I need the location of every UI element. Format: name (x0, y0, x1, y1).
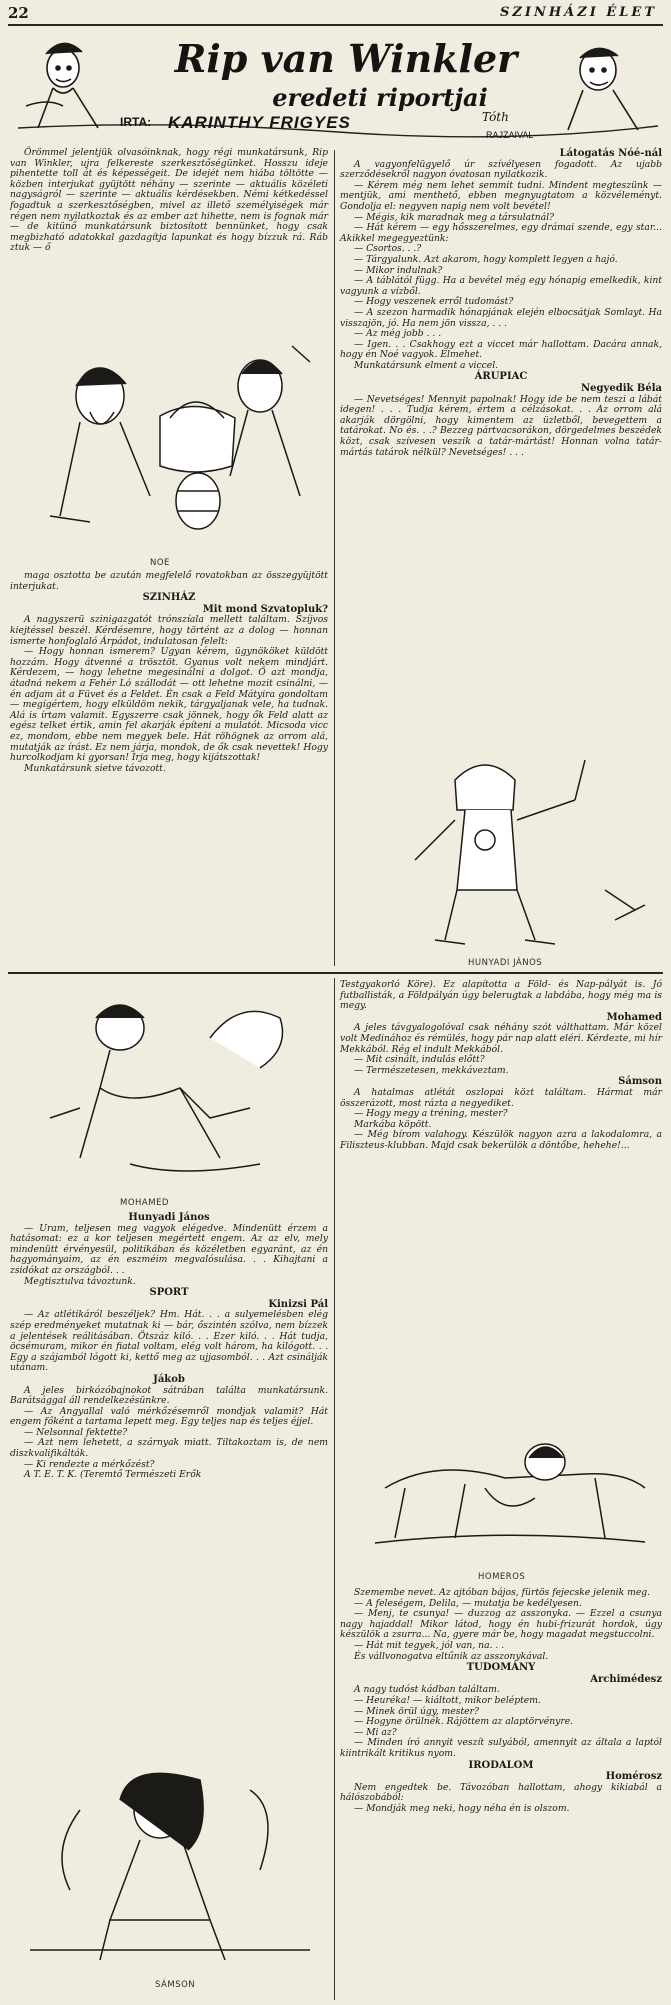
szvatopluk-paragraph: A nagyszerü szinigazgatót trónszíala mellett találtam. Szíjvos kiejtéssel beszél. Kérdésemre, hogy történt az a dolog — honnan ismerte honfoglaló Árpádot, indulatosan felelt: (10, 614, 328, 647)
column-divider (334, 150, 335, 966)
column4-bottom (340, 1588, 662, 1814)
samson-paragraph: — Hogy megy a tréning, mester? (354, 1108, 508, 1120)
delila-paragraph: — Hát mit tegyek, jól van, na. . . (354, 1639, 505, 1651)
szvatopluk-heading: Mit mond Szvatopluk? (202, 603, 328, 615)
hunyadi-heading: Hunyadi János (128, 1212, 210, 1223)
bela-paragraph: — Nevetséges! Mennyit papolnak! Hogy ide be nem teszi a lábát idegen! . . . Tudja kérem, értem a célzásokat. . . Az orrom alá akarják dörgölni, hogy kimentem az üzletből, bevegettem a tatárokat. No és. . .? Bezzeg pártvacsorákon, dörgedelmes beszédek közt, csak szívesen veszik a tatár-mártást! Honnan volna tatár-mártás tatárok nélkül? Nevetséges! . . . (340, 393, 662, 458)
samson-illustration (10, 1750, 328, 1975)
banner-title-line2: eredeti riportjai (272, 83, 488, 112)
hunyadi-caption: HUNYADI JÁNOS (468, 958, 543, 968)
szinhaz-section (10, 571, 328, 774)
caricature-right-icon (568, 48, 638, 130)
mohamed-illustration (10, 978, 328, 1194)
hunyadi-paragraph: Megtisztulva távoztunk. (24, 1275, 136, 1287)
kinizsi-heading: Kinizsi Pál (268, 1298, 328, 1310)
illustrator-label: RAJZAIVAL (486, 130, 534, 140)
samson-caption: SÁMSON (155, 1980, 196, 1990)
noe-paragraph: — Igen. . . Csakhogy ezt a viccet már hallottam. Dacára annak, hogy én Noé vagyok. Elmehet. (340, 338, 662, 361)
szvatopluk-paragraph: Munkatársunk sietve távozott. (24, 762, 166, 774)
mohamed-paragraph: — Természetesen, mekkáveztam. (354, 1064, 509, 1076)
irodalom-heading: IRODALOM (468, 1759, 534, 1771)
noe-paragraph: — Tárgyalunk. Azt akarom, hogy komplett legyen a hajó. (354, 253, 618, 265)
jakob-paragraph: — Nelsonnal fektette? (24, 1426, 128, 1438)
jakob-paragraph: A jeles birkózóbajnokot sátrában találta munkatársunk. Barátsággal áll rendelkezésünkre. (10, 1384, 328, 1407)
title-banner (8, 28, 663, 146)
homerosz-heading: Homérosz (605, 1771, 662, 1783)
szinhaz-heading: SZINHÁZ (142, 592, 196, 604)
noe-paragraph: — Hát kérem — egy hősszerelmes, egy drámai szende, egy star... Akikkel megegyeztünk: (340, 222, 662, 244)
hunyadi-paragraph: — Uram, teljesen meg vagyok elégedve. Mindenütt érzem a hatásomat: ez a kor teljesen megértett engem. Az az elv, mely mindenütt érvényesül, politikában és közéletben egyaránt, az én hagyományaim, az én eszméim megvalósulása. . . Kihajtani a zsidókat az országból. . . (10, 1222, 328, 1276)
mohamed-paragraph: — Mit csinált, indulás előtt? (354, 1054, 485, 1066)
archimedesz-paragraph: — Mi az? (354, 1726, 397, 1738)
byline-label: IRTA: (120, 115, 152, 129)
noe-paragraph: — Hogy veszenek erről tudomást? (354, 296, 514, 308)
jakob-heading: Jákob (153, 1373, 185, 1385)
jakob-continuation: Testgyakorló Köre). Ez alapította a Föld- és Nap-pályát is. Jó futballisták, a Földpályán úgy belerugtak a labdába, hogy még ma is megy. (340, 979, 662, 1012)
mohamed-caption: MOHAMED (120, 1198, 169, 1208)
hunyadi-illustration (345, 740, 660, 952)
archimedesz-paragraph: — Minek örül úgy, mester? (354, 1705, 479, 1717)
author-name: KARINTHY FRIGYES (168, 113, 351, 132)
noe-caption: NOE (150, 558, 170, 568)
noe-paragraph: — Kérem még nem lehet semmit tudni. Mindent megteszünk — mentjük, ami menthető, ebben megnyugtatom a közvéleményt. Gondolja el: negyven napig nem volt bevétel! (340, 179, 662, 212)
archimedesz-paragraph: — Heuréka! — kiáltott, mikor beléptem. (354, 1694, 541, 1706)
samson-paragraph: Markába köpött. (354, 1118, 432, 1130)
jakob-paragraph: — Azt nem lehetett, a szárnyak miatt. Tiltakoztam is, de nem diszkvalifikálták. (10, 1437, 328, 1460)
caricature-left-icon (26, 43, 98, 128)
noe-paragraph: — A szezon harmadik hónapjának elején elbocsátjak Somlayt. Ha visszajön, jó. Ha nem jön vissza, . . . (340, 306, 662, 329)
noe-section (340, 148, 662, 458)
noe-paragraph: A vagyonfelügyelő úr szívélyesen fogadott. Az ujabb szerződésekről nagyon óvatosan nyilatkozik. (340, 158, 662, 181)
noe-paragraph: — Mégis, kik maradnak meg a társulatnál? (354, 211, 555, 223)
archimedesz-paragraph: A nagy tudóst kádban találtam. (354, 1684, 500, 1696)
bela-heading: Negyedik Béla (581, 383, 662, 395)
intro-paragraph: Örömmel jelentjük olvasóinknak, hogy régi munkatársunk, Rip van Winkler, ujra felkereste szerkesztőségünket. Hosszu ideje pihentette toll át és képességeit. De idejét nem hiába töltötte — közben interjukat gyüjtött néhány — szerinte — aktuális közéleti nagyságról — szerinte — aktuális kérdésekben. Némi kétkedéssel fogadtuk a szerkesztőségben, mivel az illető személyiségek már régen nem nyilatkoztak és az ember azt hihette, nem is fognak már — de kitünő munkatársunk biztosított bennünket, hogy csak megbizható adatokkal gazdagítja lapunkat és hogy bízzuk rá. Ráb ztuk — ő (10, 147, 328, 254)
column4-top (340, 980, 662, 1152)
delila-paragraph: Szemembe nevet. Az ajtóban bájos, fürtös fejecske jelenik meg. (354, 1587, 651, 1598)
homeros-illustration (345, 1418, 660, 1568)
noe-heading: Látogatás Nóé-nál (559, 148, 662, 159)
noe-paragraph: Munkatársunk elment a viccel. (354, 359, 499, 371)
archimedesz-paragraph: — Minden író annyit veszít sulyából, amennyit az általa a laptól kiintrikált kritikus nyom. (340, 1737, 662, 1759)
noe-paragraph: — Az még jobb . . . (354, 328, 442, 340)
noe-illustration (10, 326, 328, 554)
noe-paragraph: — Csortos. . .? (354, 243, 422, 255)
delila-paragraph: És vállvonogatva eltűnik az asszonykával. (354, 1650, 549, 1662)
delila-paragraph: — A feleségem, Delila, — mutatja be kedélyesen. (354, 1597, 582, 1609)
page-number: 22 (8, 4, 29, 22)
jakob-paragraph: A T. E. T. K. (Teremtő Természeti Erők (24, 1469, 202, 1481)
noe-paragraph: — A táblától függ. Ha a bevétel még egy hónapig emelkedik, kint vagyunk a vízből. (340, 275, 662, 297)
sport-heading: SPORT (149, 1287, 189, 1299)
mohamed-heading: Mohamed (606, 1011, 662, 1023)
hunyadi-section (10, 1212, 328, 1481)
samson-paragraph: — Még bírom valahogy. Készülök nagyon azra a lakodalomra, a Filiszteus-klubban. Majd csak bekerülök a döntőbe, hehehe!... (340, 1129, 662, 1151)
samson-paragraph: A hatalmas atlétát oszlopai közt találtam. Hármat már összerázott, most rázta a negyediket. (340, 1086, 662, 1109)
illustrator-signature: Tóth (482, 110, 509, 124)
section-divider (8, 972, 663, 974)
szvatopluk-paragraph: — Hogy honnan ismerem? Ugyan kérem, ügynököket küldött hozzám. Hogy átvenné a trösztöt. Gyanus volt nekem mindjárt. Kérdezem, — hogy lehetne megesinálni a dolgot. Ő azt mondja, átadná nekem a Fehér Ló szállodát — ott lehetne mozit csinálni, — én adjam át a Füvet és a Feldet. Én csak a Feld Mátyira gondoltam — megígértem, hogy elküldöm nekik, tárgyaljanak vele, ha tudnak. Alá is írtam valamit. Egyszerre csak jönnek, hogy ők Feld alatt az egész telket értik, amin fel akarják építeni a mulatót. Micsoda vicc ez, mondom, ebbe nem megyek bele. Hát röhögnek az orrom alá, mutatják az írást. Ez nem járja, mondok, de ők csak nevettek! Hogy hurcolkodjam ki gyorsan! Irja meg, hogy kijátszottak! (10, 646, 328, 764)
header-rule (8, 24, 663, 26)
archimedesz-heading: Archimédesz (590, 1673, 662, 1685)
homeros-caption: HOMEROS (478, 1572, 526, 1582)
samson-heading: Sámson (618, 1076, 662, 1088)
column-divider (334, 978, 335, 2000)
banner-title-line1: Rip van Winkler (174, 36, 518, 81)
noe-paragraph: — Mikor indulnak? (354, 264, 443, 276)
kinizsi-paragraph: — Az atlétikáról beszéljek? Hm. Hát. . . a sulyemelésben elég szép eredményeket mutatnak ki — bár, őszintén szólva, nem bízzek a jelentések reálitásában. Ötszáz kiló. . . Ezer kiló. . . Hát tudja, öcsémuram, mikor én fiatal voltam, elég volt három, ha kilógott. . . Egy a szájamból lógott ki, kettő meg az ujjasomból. . . Azt csinálják utánam. (10, 1309, 328, 1374)
delila-paragraph: — Menj, te csunya! — duzzog az asszonyka. — Ezzel a csunya nagy hajaddal! Mikor látod, hogy én hubi-frizurát hordok, úgy készülök a zsurra... Na, gyere már be, hogy magadat megstuccolni. (340, 1608, 662, 1641)
archimedesz-paragraph: — Hogyne örülnék. Rájöttem az alaptörvényre. (354, 1716, 574, 1728)
jakob-paragraph: — Az Angyallal való mérkőzésemről mondjak valamit? Hát engem főként a tartama lepett meg. Egy teljes nap és teljes éjjel. (10, 1405, 328, 1428)
magazine-title: SZINHÁZI ÉLET (500, 5, 657, 20)
banner-illustration (8, 28, 663, 146)
homerosz-paragraph: Nem engedtek be. Távozóban hallottam, ahogy kikiabál a hálószobából: (340, 1781, 662, 1804)
intro-text (10, 148, 328, 254)
intro-continuation: maga osztotta be azután megfelelő rovatokban az összegyüjtött interjukat. (10, 570, 328, 592)
homerosz-paragraph: — Mondják meg neki, hogy néha én is olszom. (354, 1802, 570, 1814)
jakob-paragraph: — Ki rendezte a mérkőzést? (24, 1458, 155, 1470)
arupiac-heading: ÁRUPIAC (474, 371, 528, 383)
tudomany-heading: TUDOMÁNY (466, 1662, 536, 1674)
mohamed-paragraph: A jeles távgyalogolóval csak néhány szót válthattam. Már közel volt Medinához és rémülés, hogy pár nap alatt eléri. Kérdezte, mi hír Mekkából. Rég el indult Mekkából. (340, 1022, 662, 1055)
